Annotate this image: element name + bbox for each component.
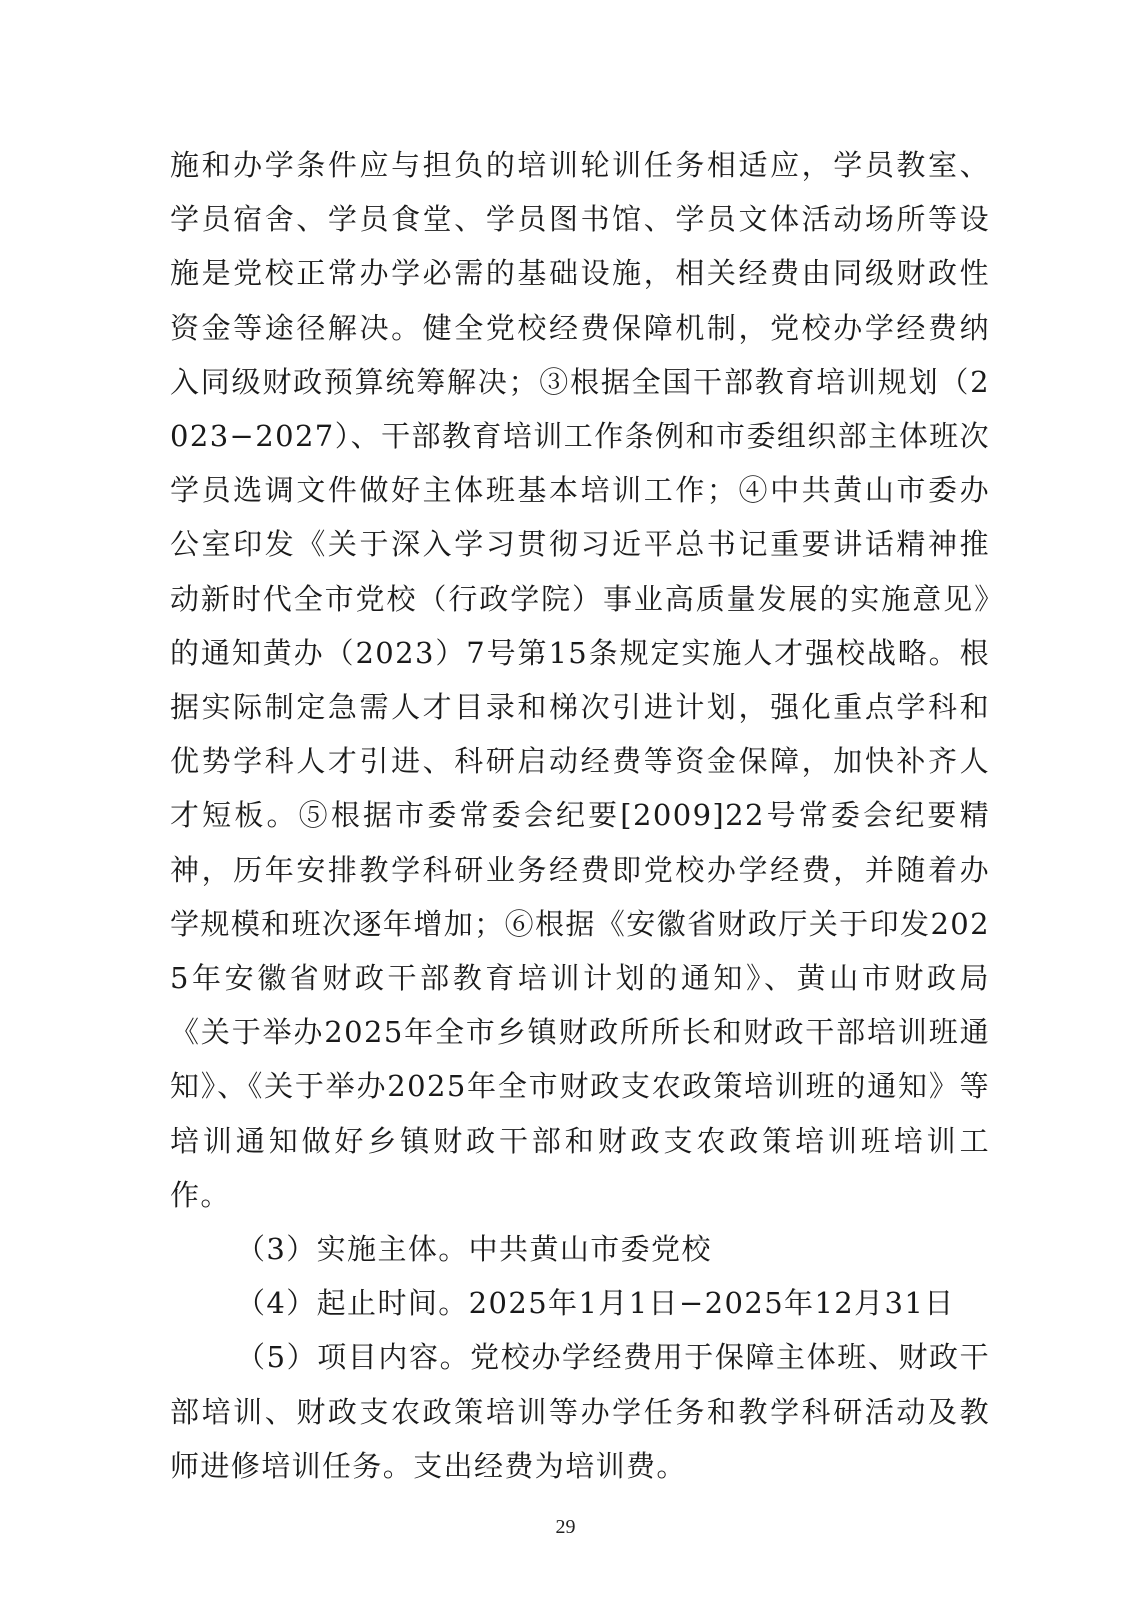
- paragraph-project-content: （5）项目内容。党校办学经费用于保障主体班、财政干部培训、财政支农政策培训等办学任务和教学科研活动及教师进修培训任务。支出经费为培训费。: [170, 1340, 990, 1483]
- paragraph-continued-funding-basis: 施和办学条件应与担负的培训轮训任务相适应，学员教室、学员宿舍、学员食堂、学员图书馆、学员文体活动场所等设施是党校正常办学必需的基础设施，相关经费由同级财政性资金等途径解决。健全党校经费保障机制，党校办学经费纳入同级财政预算统筹解决；③根据全国干部教育培训规划（2023−2027）、干部教育培训工作条例和市委组织部主体班次学员选调文件做好主体班基本培训工作；④中共黄山市委办公室印发《关于深入学习贯彻习近平总书记重要讲话精神推动新时代全市党校（行政学院）事业高质量发展的实施意见》的通知黄办（2023）7号第15条规定实施人才强校战略。根据实际制定急需人才目录和梯次引进计划，强化重点学科和优势学科人才引进、科研启动经费等资金保障，加快补齐人才短板。⑤根据市委常委会纪要[2009]22号常委会纪要精神，历年安排教学科研业务经费即党校办学经费，并随着办学规模和班次逐年增加；⑥根据《安徽省财政厅关于印发2025年安徽省财政干部教育培训计划的通知》、黄山市财政局《关于举办2025年全市乡镇财政所所长和财政干部培训班通知》、《关于举办2025年全市财政支农政策培训班的通知》等培训通知做好乡镇财政干部和财政支农政策培训班培训工作。: [170, 148, 990, 1212]
- body-text: [170, 138, 990, 1493]
- page-number: 29: [555, 1516, 576, 1538]
- paragraph-start-end-time: （4）起止时间。2025年1月1日−2025年12月31日: [236, 1286, 955, 1321]
- paragraph-implementing-entity: （3）实施主体。中共黄山市委党校: [236, 1232, 712, 1267]
